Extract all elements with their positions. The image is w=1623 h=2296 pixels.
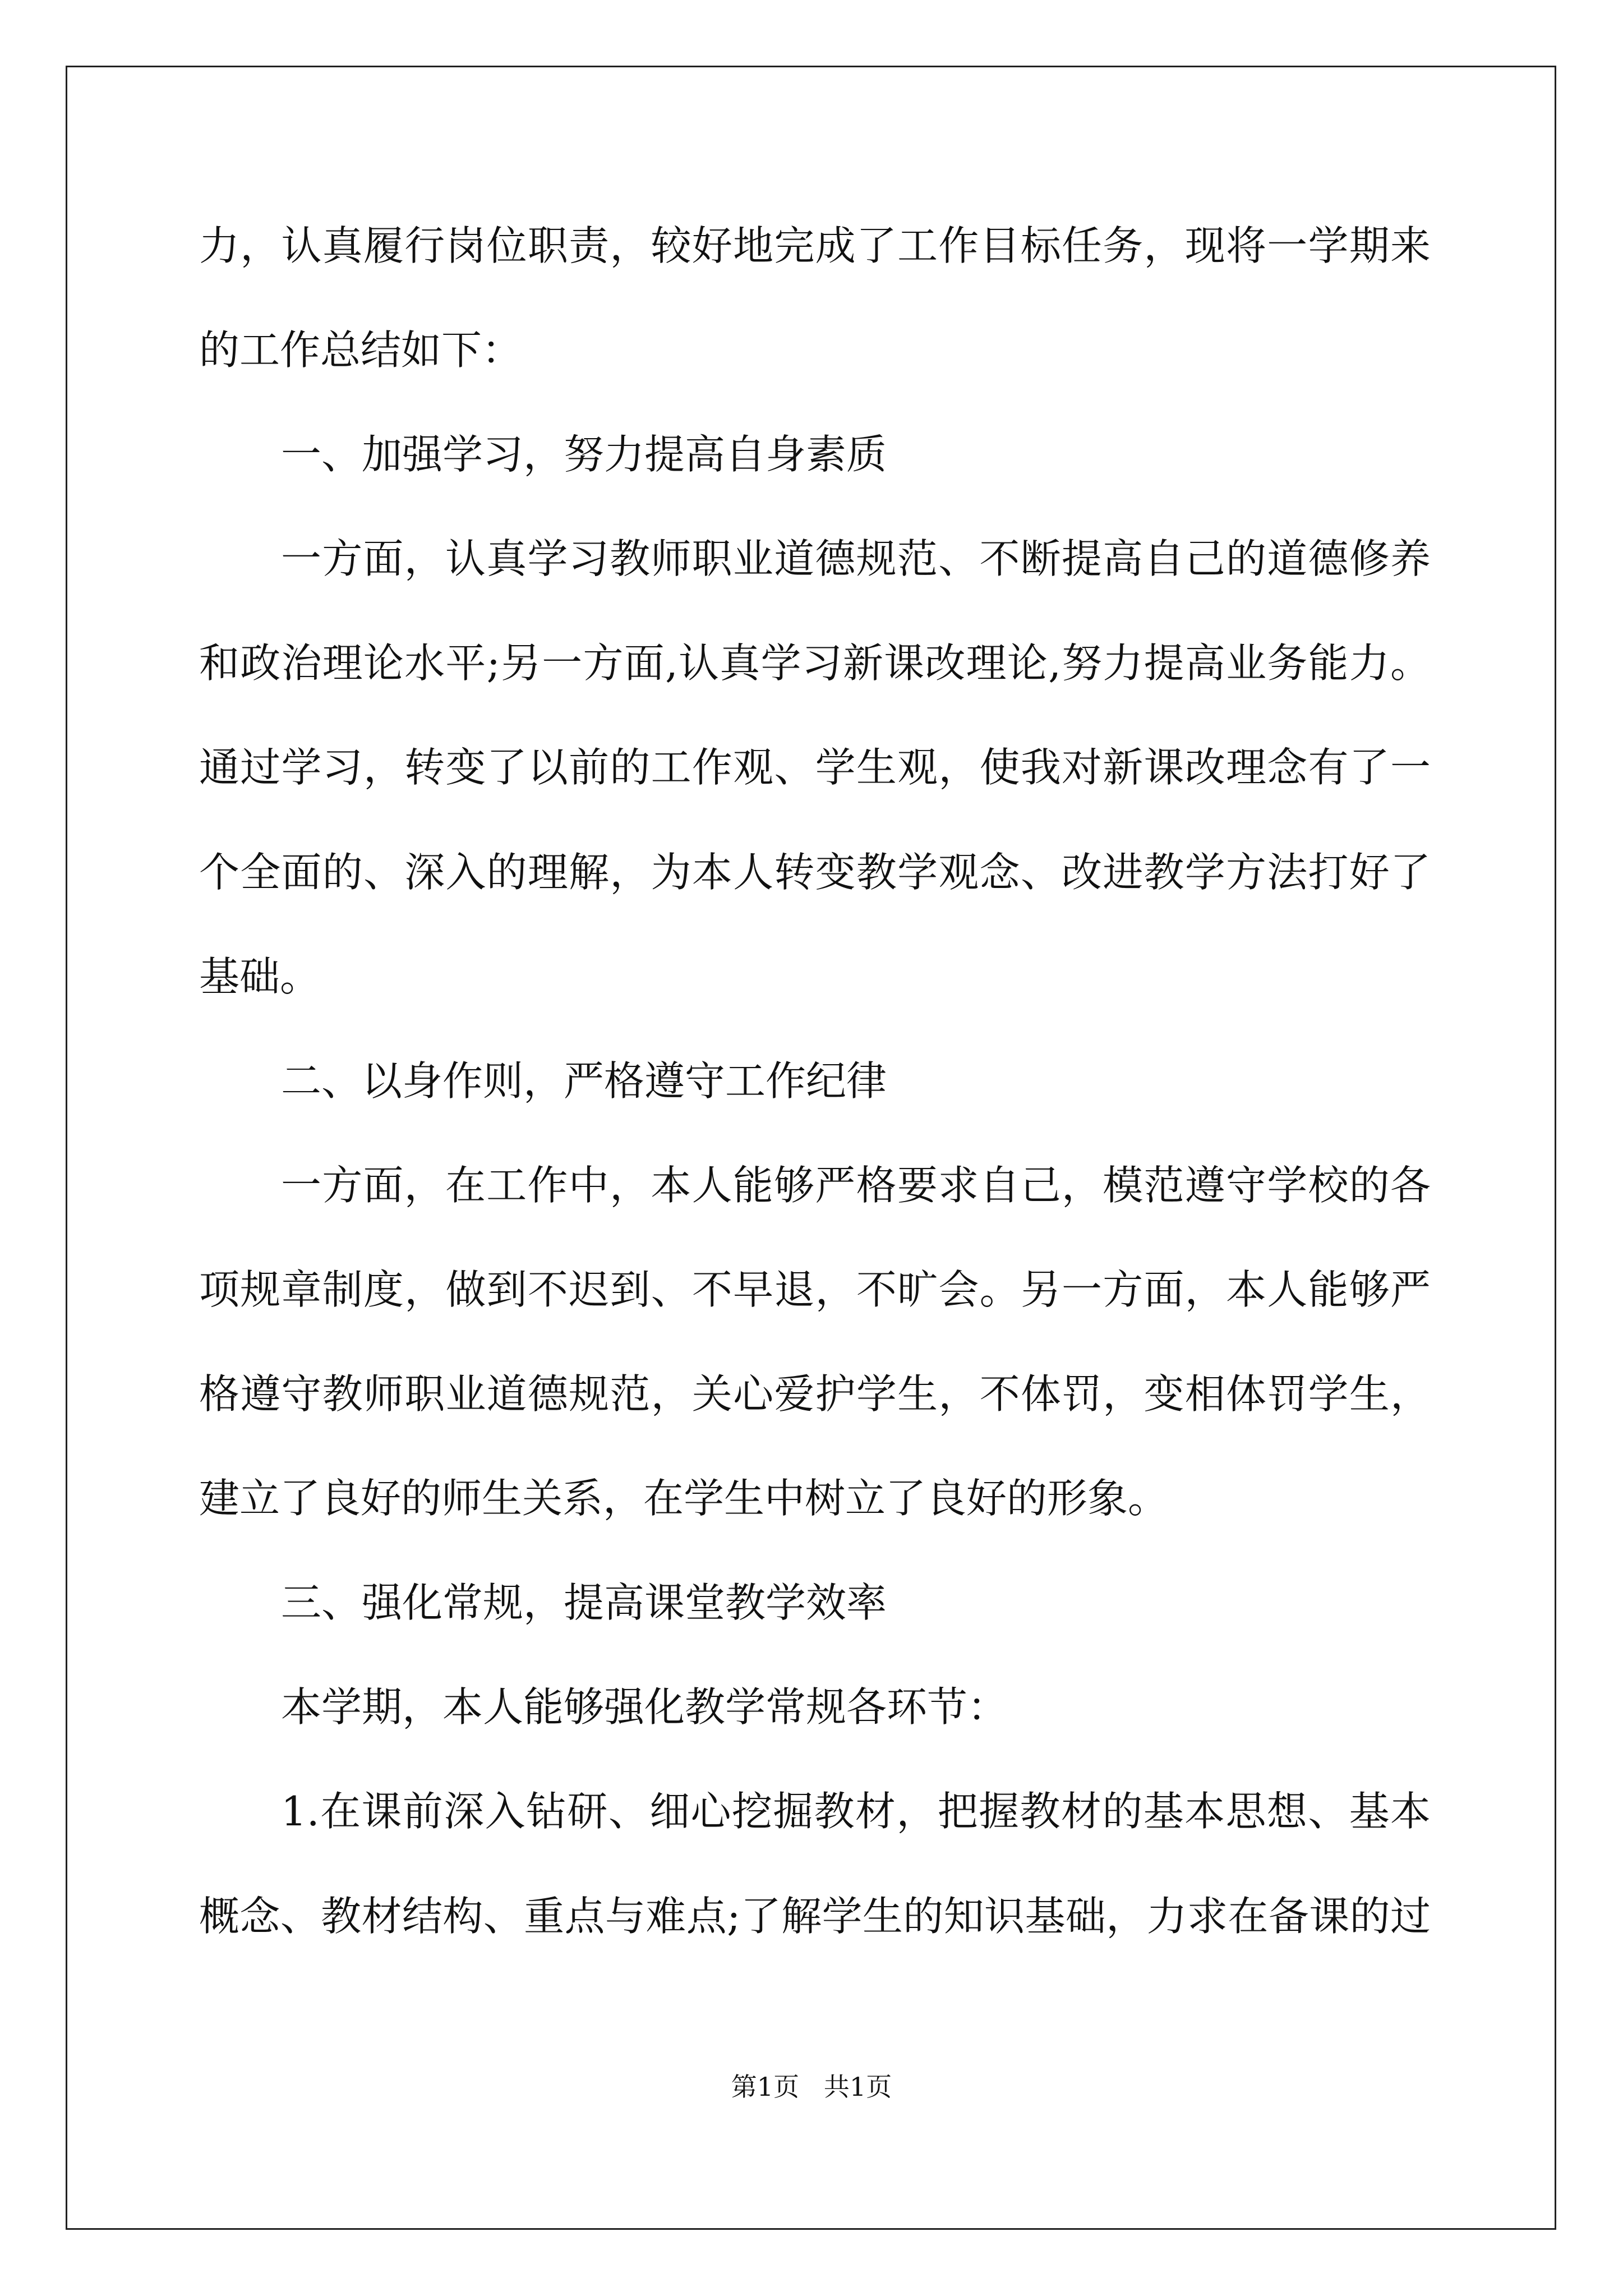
text-line: 力，认真履行岗位职责，较好地完成了工作目标任务，现将一学期来 xyxy=(199,222,1431,269)
text-line: 通过学习，转变了以前的工作观、学生观，使我对新课改理念有了一 xyxy=(199,744,1431,792)
text-line: 的工作总结如下： xyxy=(199,326,523,374)
text-line: 基础。 xyxy=(199,953,321,1000)
section-heading: 一、加强学习，努力提高自身素质 xyxy=(281,431,887,478)
text-line: 个全面的、深入的理解，为本人转变教学观念、改进教学方法打好了 xyxy=(199,848,1431,896)
section-heading: 二、以身作则，严格遵守工作纪律 xyxy=(281,1057,887,1105)
text-line: 本学期，本人能够强化教学常规各环节： xyxy=(281,1683,1008,1731)
text-line: 和政治理论水平;另一方面,认真学习新课改理论,努力提高业务能力。 xyxy=(199,639,1431,687)
text-line: 项规章制度，做到不迟到、不早退，不旷会。另一方面，本人能够严 xyxy=(199,1266,1431,1313)
text-line: 概念、教材结构、重点与难点;了解学生的知识基础，力求在备课的过 xyxy=(199,1892,1431,1940)
section-heading: 三、强化常规，提高课堂教学效率 xyxy=(281,1579,887,1627)
text-line: 一方面，认真学习教师职业道德规范、不断提高自己的道德修养 xyxy=(281,535,1431,583)
text-line: 建立了良好的师生关系，在学生中树立了良好的形象。 xyxy=(199,1475,1169,1522)
page-footer: 第1页 共1页 xyxy=(731,2072,892,2102)
text-line: 格遵守教师职业道德规范，关心爱护学生，不体罚，变相体罚学生， xyxy=(199,1370,1431,1418)
text-line: 1.在课前深入钻研、细心挖掘教材，把握教材的基本思想、基本 xyxy=(281,1788,1431,1835)
text-line: 一方面，在工作中，本人能够严格要求自己，模范遵守学校的各 xyxy=(281,1161,1431,1209)
document-body xyxy=(199,211,1431,1986)
